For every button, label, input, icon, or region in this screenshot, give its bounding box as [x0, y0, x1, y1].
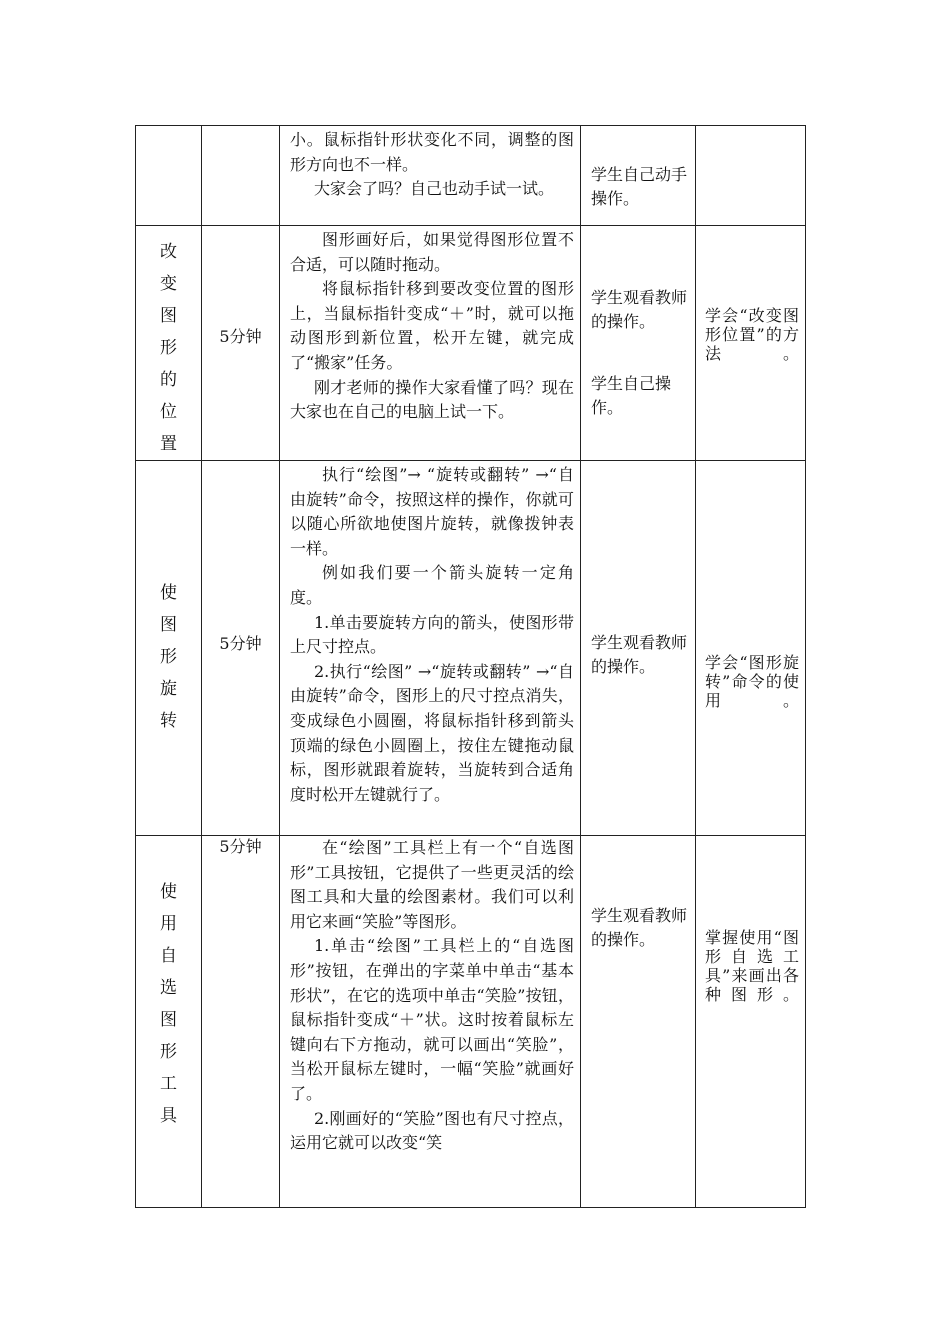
student-activity-text: 学生自己操作。 — [591, 374, 672, 417]
goal-text: 学会“图形旋转”命令的使用。 — [705, 653, 799, 710]
student-activity-cell — [581, 836, 696, 1208]
student-activity-text: 学生自己动手操作。 — [591, 165, 688, 208]
content-cell — [280, 226, 581, 461]
time-cell — [202, 126, 280, 226]
content-paragraph: 1.单击“绘图”工具栏上的“自选图形”按钮，在弹出的字菜单中单击“基本形状”，在它的选项中单击“笑脸”按钮，鼠标指针变成“＋”状。这时按着鼠标左键向右下方拖动，就可以画出“笑脸”，当松开鼠标左键时，一幅“笑脸”就画好了。 — [290, 936, 574, 1103]
section-title-cell — [136, 226, 202, 461]
content-cell — [280, 126, 581, 226]
table-row — [136, 461, 806, 836]
content-paragraph: 刚才老师的操作大家看懂了吗？现在大家也在自己的电脑上试一下。 — [290, 377, 574, 422]
content-paragraph: 执行“绘图”→ “旋转或翻转” →“自由旋转”命令，按照这样的操作，你就可以随心所欲地使图片旋转，就像拨钟表一样。 — [290, 465, 574, 558]
time-cell — [202, 461, 280, 836]
content-paragraph: 2.刚画好的“笑脸”图也有尺寸控点，运用它就可以改变“笑 — [290, 1108, 574, 1153]
goal-cell — [696, 126, 806, 226]
goal-cell — [696, 226, 806, 461]
time-text: 5分钟 — [219, 837, 262, 856]
table-row — [136, 836, 806, 1208]
content-paragraph: 在“绘图”工具栏上有一个“自选图形”工具按钮，它提供了一些更灵活的绘图工具和大量的绘图素材。我们可以利用它来画“笑脸”等图形。 — [290, 838, 574, 931]
section-title-cell — [136, 461, 202, 836]
content-paragraph: 2.执行“绘图” →“旋转或翻转” →“自由旋转”命令，图形上的尺寸控点消失，变成绿色小圆圈，将鼠标指针移到箭头顶端的绿色小圆圈上，按住左键拖动鼠标，图形就跟着旋转，当旋转到合适角度时松开左键就行了。 — [290, 661, 574, 804]
student-activity-text: 学生观看教师的操作。 — [591, 633, 688, 676]
student-activity-text: 学生观看教师的操作。 — [591, 288, 688, 331]
section-title-cell — [136, 126, 202, 226]
section-title: 改 变 图 形 的 位 置 — [160, 242, 177, 454]
goal-text: 学会“改变图形位置”的方法。 — [705, 306, 799, 363]
goal-text: 掌握使用“图形自选工具”来画出各种图形。 — [705, 928, 799, 1004]
time-cell — [202, 836, 280, 1208]
content-paragraph: 将鼠标指针移到要改变位置的图形上，当鼠标指针变成“＋”时，就可以拖动图形到新位置，松开左键，就完成了“搬家”任务。 — [290, 279, 574, 372]
time-text: 5分钟 — [219, 327, 262, 346]
table-row — [136, 126, 806, 226]
student-activity-text: 学生观看教师的操作。 — [591, 906, 688, 949]
lesson-plan-table — [135, 125, 806, 1208]
table-row — [136, 226, 806, 461]
student-activity-cell — [581, 461, 696, 836]
content-paragraph: 小。鼠标指针形状变化不同，调整的图形方向也不一样。 — [290, 130, 574, 174]
content-paragraph: 例如我们要一个箭头旋转一定角度。 — [290, 563, 574, 607]
content-cell — [280, 836, 581, 1208]
section-title: 使 图 形 旋 转 — [160, 583, 177, 731]
goal-cell — [696, 836, 806, 1208]
content-cell — [280, 461, 581, 836]
time-cell — [202, 226, 280, 461]
content-paragraph: 1.单击要旋转方向的箭头，使图形带上尺寸控点。 — [290, 612, 574, 657]
student-activity-cell — [581, 126, 696, 226]
goal-cell — [696, 461, 806, 836]
student-activity-cell — [581, 226, 696, 461]
section-title: 使 用 自 选 图 形 工 具 — [160, 882, 177, 1126]
content-paragraph: 图形画好后，如果觉得图形位置不合适，可以随时拖动。 — [290, 230, 574, 274]
time-text: 5分钟 — [219, 634, 262, 653]
section-title-cell — [136, 836, 202, 1208]
content-paragraph: 大家会了吗？自己也动手试一试。 — [314, 179, 555, 199]
